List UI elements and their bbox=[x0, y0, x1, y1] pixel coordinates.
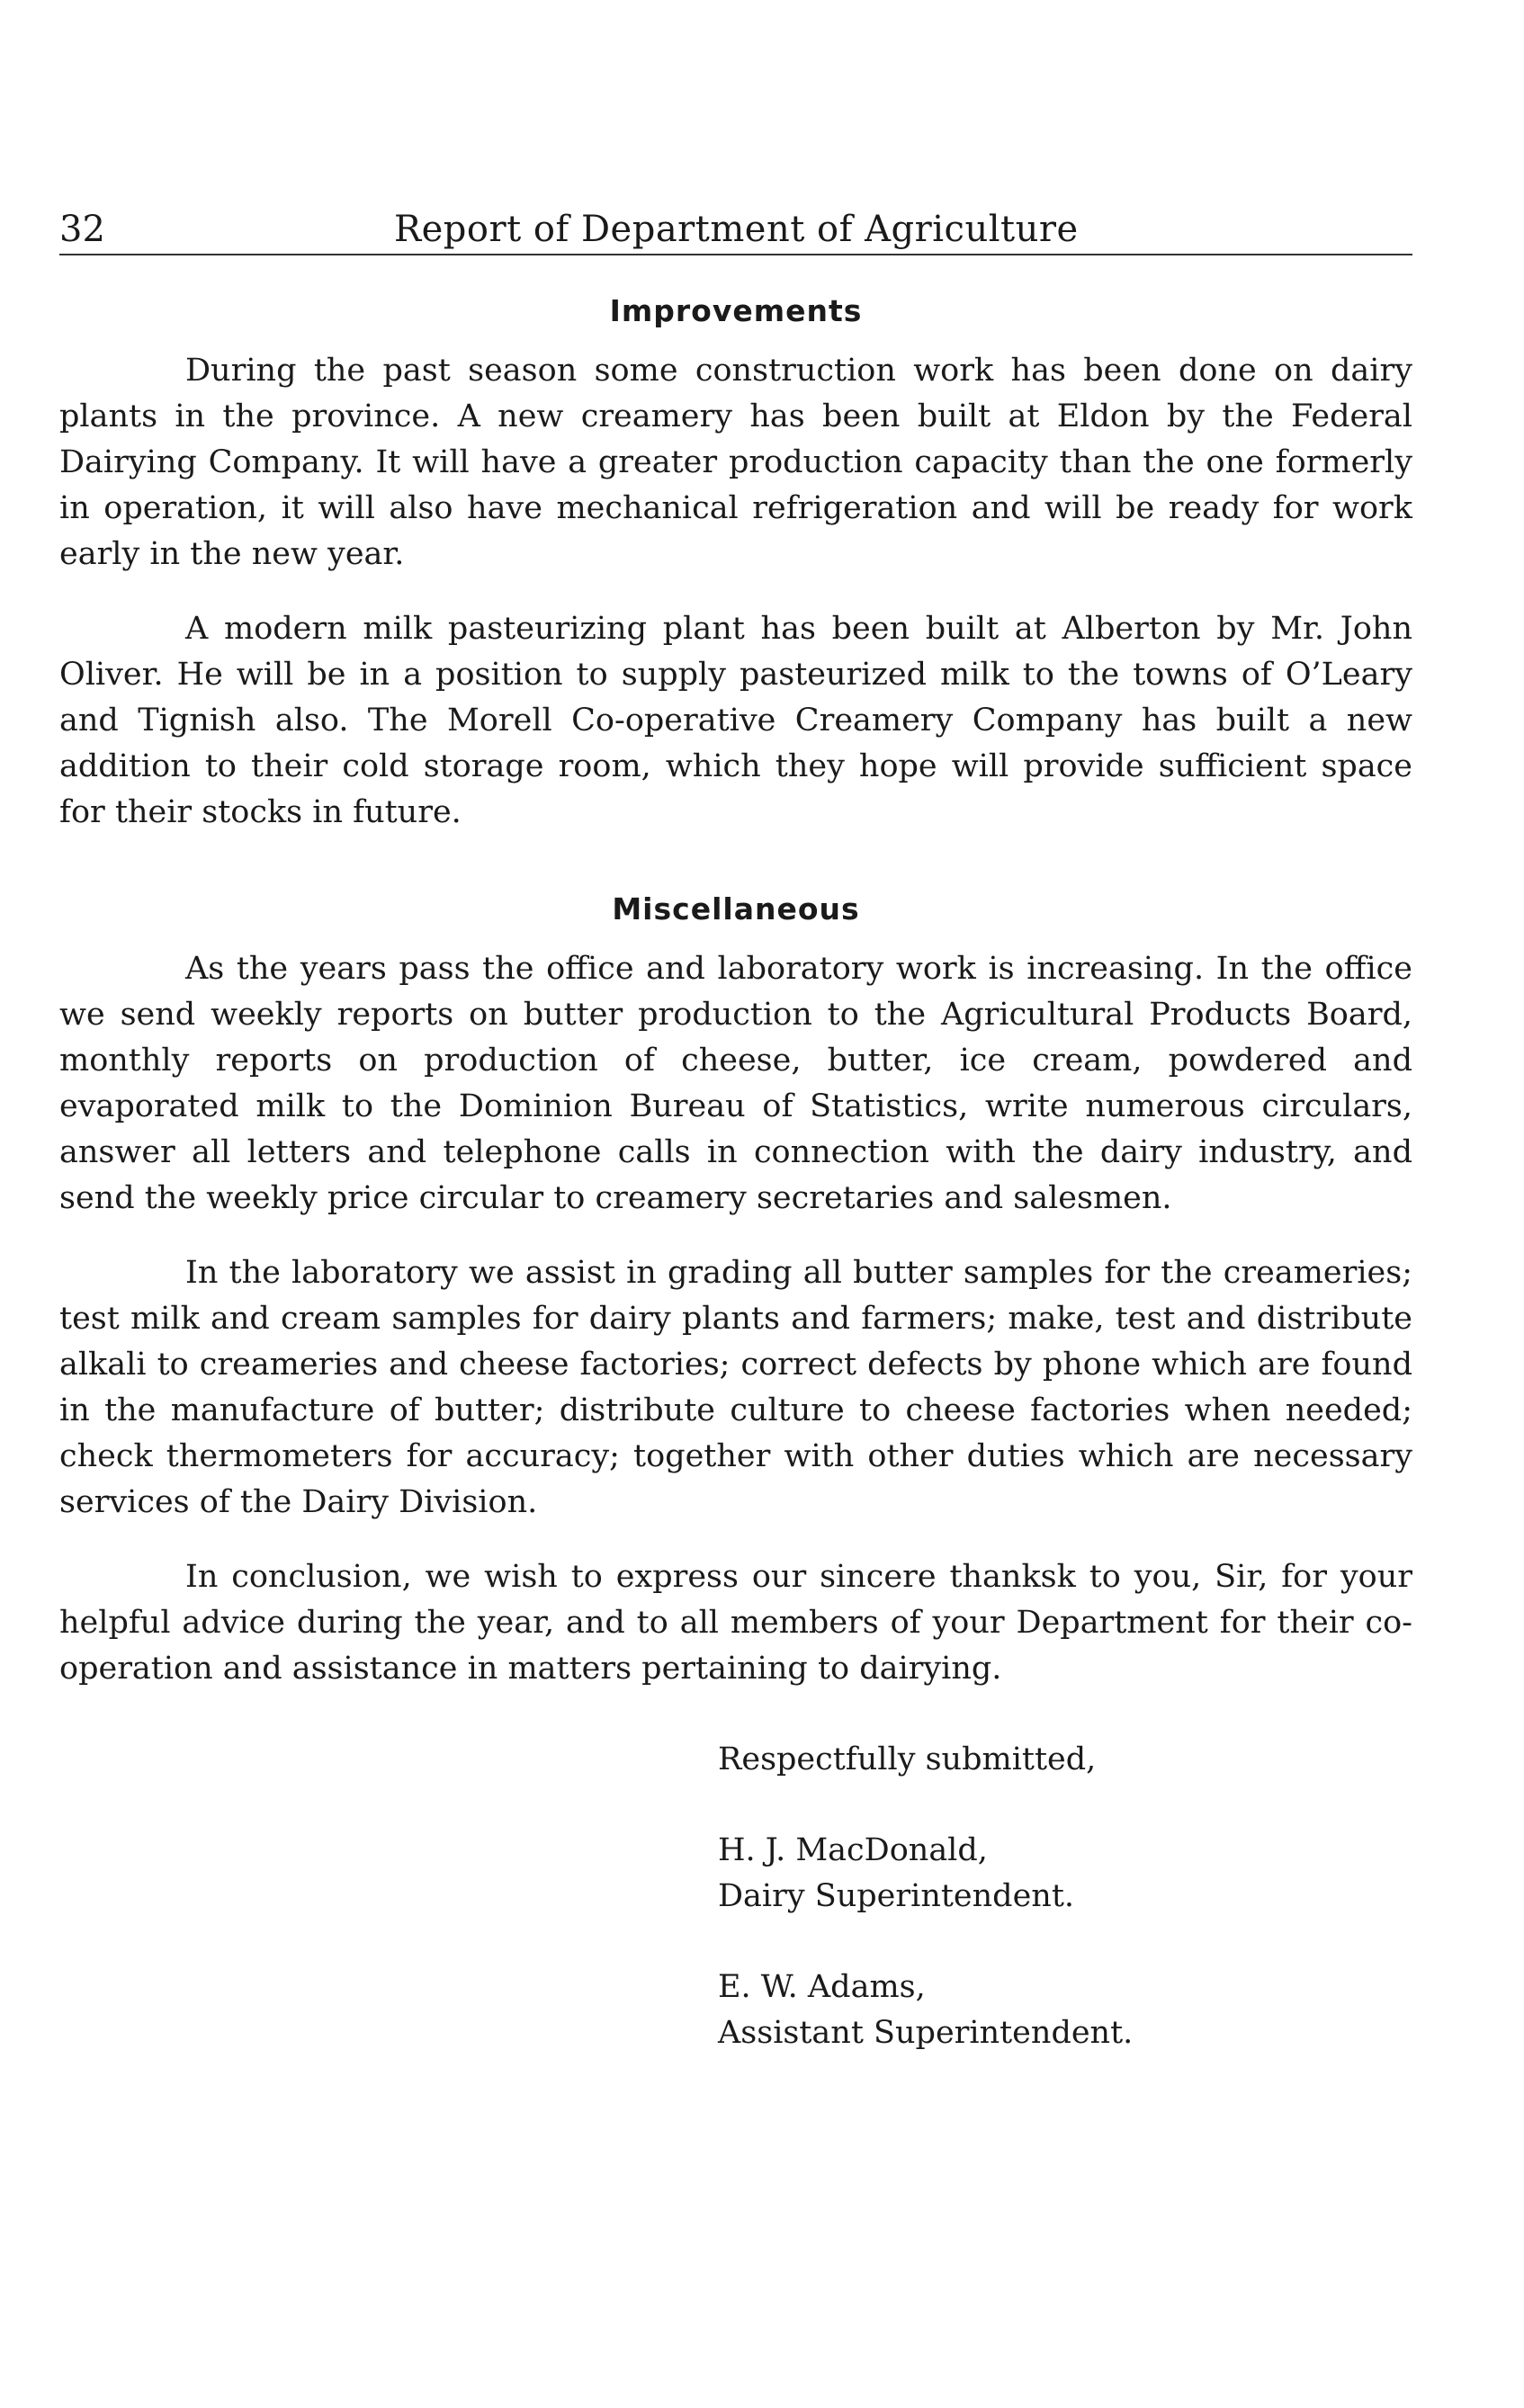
signer-name: H. J. MacDonald, bbox=[718, 1832, 988, 1868]
document-page bbox=[59, 198, 1412, 2056]
paragraph: A modern milk pasteurizing plant has been built at Alberton by Mr. John Oliver. He will be in a position to supply pasteurized milk to the towns of O’Leary and Tignish also. The Morell Co-operative Creamery Company has built a new addition to their cold storage room, which they hope will provide sufficient space for their stocks in future. bbox=[59, 611, 1412, 830]
paragraph: During the past season some construction work has been done on dairy plants in the province. A new creamery has been built at Eldon by the Federal Dairying Company. It will have a greater production capacity than the one formerly in operation, it will also have mechanical refrigeration and will be ready for work early in the new year. bbox=[59, 353, 1412, 572]
signer-macdonald bbox=[718, 1828, 1412, 1920]
paragraph: As the years pass the office and laboratory work is increasing. In the office we send weekly reports on butter production to the Agricultural Products Board, monthly reports on production of cheese, butter, ice cream, powdered and evaporated milk to the Dominion Bureau of Statistics, write numerous circulars, answer all letters and telephone calls in connection with the dairy industry, and send the weekly price circular to creamery secretaries and salesmen. bbox=[59, 951, 1412, 1216]
page-number: 32 bbox=[59, 209, 105, 250]
section-heading-miscellaneous: Miscellaneous bbox=[612, 891, 860, 926]
closing-line: Respectfully submitted, bbox=[718, 1741, 1097, 1777]
running-header-title: Report of Department of Agriculture bbox=[394, 209, 1079, 250]
signer-adams bbox=[718, 1965, 1412, 2056]
paragraph: In the laboratory we assist in grading all butter samples for the creameries; test milk and cream samples for dairy plants and farmers; make, test and distribute alkali to creameries and cheese factories; correct defects by phone which are found in the manufacture of butter; distribute culture to cheese factories when needed; check thermometers for accuracy; together with other duties which are necessary services of the Dairy Division. bbox=[59, 1255, 1412, 1520]
signer-title: Dairy Superintendent. bbox=[718, 1878, 1075, 1914]
paragraph: In conclusion, we wish to express our sincere thanksk to you, Sir, for your helpful advice during the year, and to all members of your Department for their co-operation and assistance in matters pertaining to dairying. bbox=[59, 1559, 1412, 1687]
running-header bbox=[59, 198, 1412, 255]
section-heading-improvements: Improvements bbox=[609, 293, 863, 328]
signer-name: E. W. Adams, bbox=[718, 1969, 926, 2005]
signature-block bbox=[718, 1737, 1412, 2056]
signer-title: Assistant Superintendent. bbox=[718, 2015, 1134, 2051]
